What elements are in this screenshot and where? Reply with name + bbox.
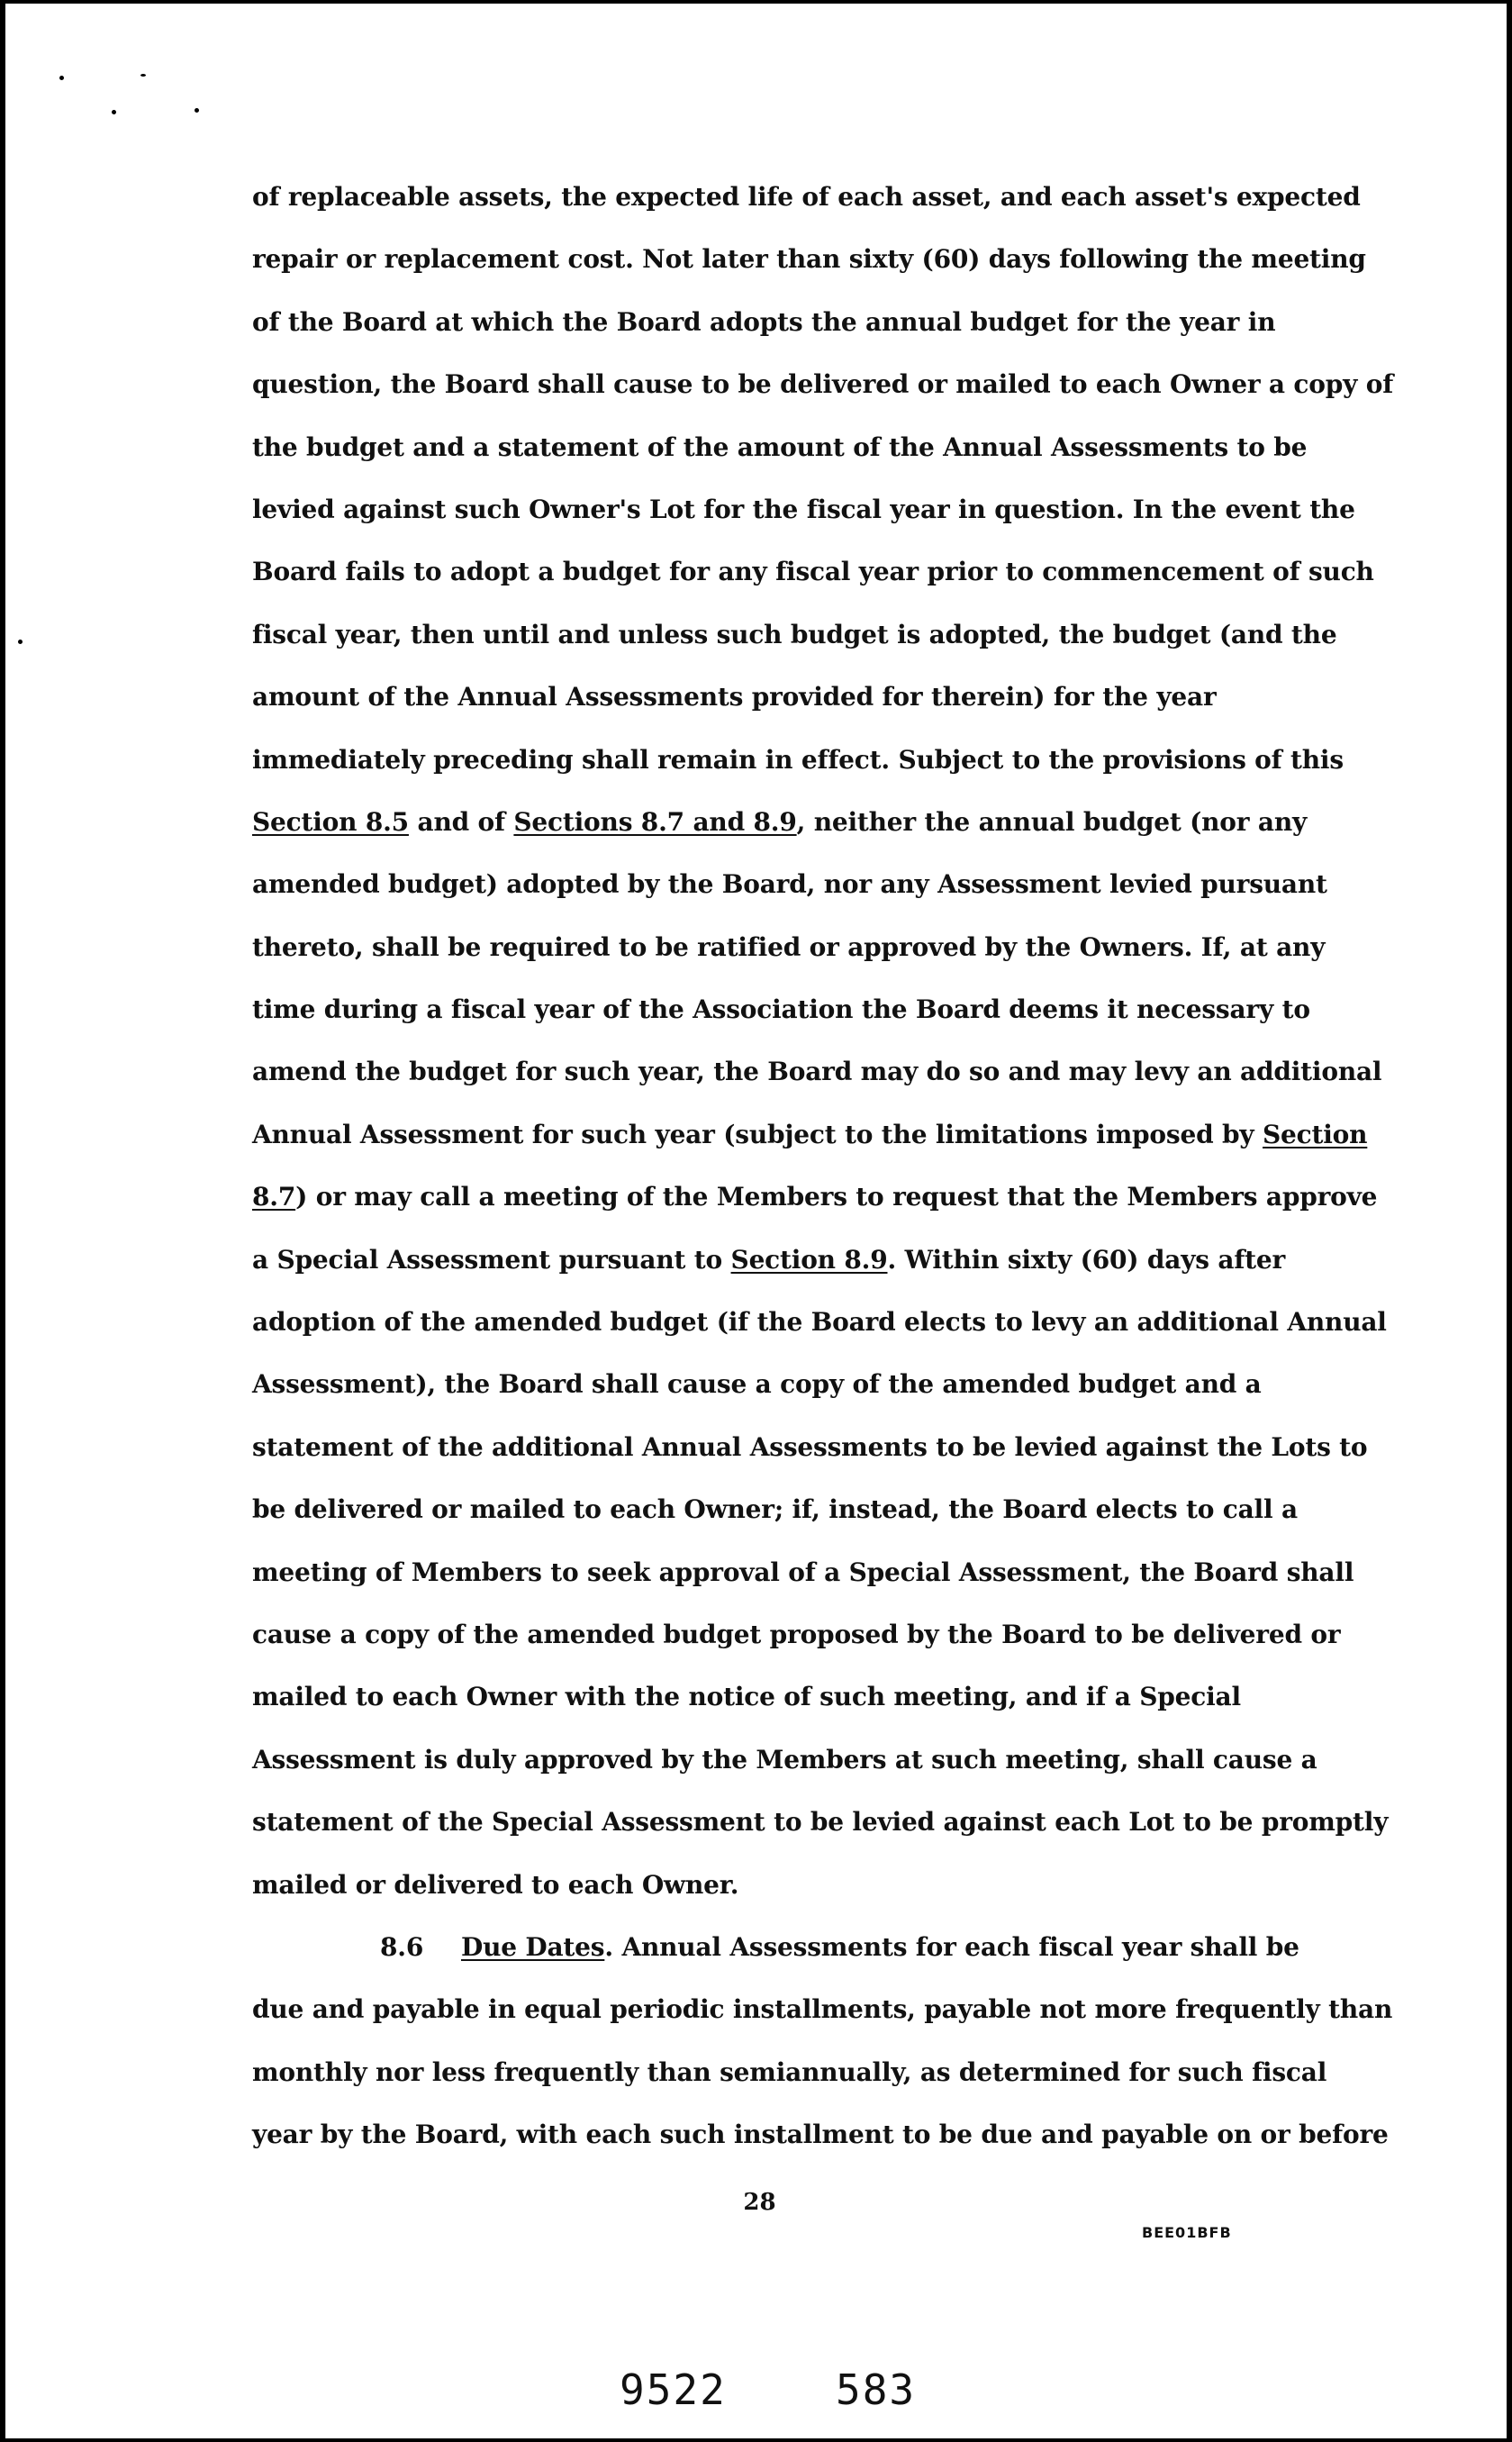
text-line: be delivered or mailed to each Owner; if, instead, the Board elects to call a <box>252 1494 1298 1525</box>
text-line: statement of the Special Assessment to be levied against each Lot to be promptly <box>252 1807 1389 1838</box>
text-fragment: . Within sixty (60) days after <box>887 1244 1286 1275</box>
text-line: repair or replacement cost. Not later than sixty (60) days following the meeting <box>252 244 1366 275</box>
scan-speck <box>18 640 23 644</box>
text-line: year by the Board, with each such installment to be due and payable on or before <box>252 2120 1389 2150</box>
text-line <box>252 1103 1368 1166</box>
text-fragment: . Annual Assessments for each fiscal year shall be <box>604 1931 1299 1962</box>
text-fragment: Annual Assessment for such year (subject to the limitations imposed by <box>252 1119 1263 1149</box>
text-line: thereto, shall be required to be ratified or approved by the Owners. If, at any <box>252 931 1326 962</box>
section-reference: Section 8.9 <box>730 1244 888 1275</box>
text-fragment: , neither the annual budget (nor any <box>796 806 1308 837</box>
scan-speck <box>140 74 146 77</box>
text-line <box>252 1166 1378 1228</box>
text-fragment: and of <box>408 806 514 837</box>
text-line: immediately preceding shall remain in effect. Subject to the provisions of this <box>252 744 1344 775</box>
text-line: of replaceable assets, the expected life of each asset, and each asset's expected <box>252 182 1361 212</box>
section-reference: Section <box>1263 1119 1368 1149</box>
section-heading-line <box>252 1916 1299 1978</box>
text-line: amount of the Annual Assessments provided for therein) for the year <box>252 682 1217 713</box>
section-heading: Due Dates <box>461 1931 605 1962</box>
text-line: due and payable in equal periodic installments, payable not more frequently than <box>252 1994 1393 2025</box>
scan-speck <box>112 110 116 114</box>
text-line: mailed to each Owner with the notice of such meeting, and if a Special <box>252 1682 1241 1712</box>
text-line: amended budget) adopted by the Board, nor any Assessment levied pursuant <box>252 869 1327 900</box>
text-line: Assessment is duly approved by the Members at such meeting, shall cause a <box>252 1744 1317 1775</box>
text-line: Board fails to adopt a budget for any fiscal year prior to commencement of such <box>252 557 1374 587</box>
section-number: 8.6 <box>380 1931 424 1962</box>
text-line: adoption of the amended budget (if the Board elects to levy an additional Annual <box>252 1307 1387 1338</box>
text-line <box>252 1229 1286 1291</box>
text-line: amend the budget for such year, the Board may do so and may levy an additional <box>252 1057 1382 1087</box>
text-fragment: ) or may call a meeting of the Members to request that the Members approve <box>295 1182 1378 1212</box>
recording-page-number: 583 <box>836 2365 917 2414</box>
text-line: fiscal year, then until and unless such budget is adopted, the budget (and the <box>252 619 1337 649</box>
section-reference: Section 8.5 <box>252 806 409 837</box>
text-line: meeting of Members to seek approval of a Special Assessment, the Board shall <box>252 1557 1354 1587</box>
page-number <box>0 2189 1512 2216</box>
section-reference: Sections 8.7 and 8.9 <box>513 806 797 837</box>
text-line: of the Board at which the Board adopts the annual budget for the year in <box>252 306 1276 337</box>
section-reference: 8.7 <box>252 1182 296 1212</box>
text-line: mailed or delivered to each Owner. <box>252 1869 739 1900</box>
text-line <box>252 791 1308 853</box>
text-line: question, the Board shall cause to be delivered or mailed to each Owner a copy of <box>252 369 1394 400</box>
text-fragment: a Special Assessment pursuant to <box>252 1244 731 1275</box>
text-line: the budget and a statement of the amount of the Annual Assessments to be <box>252 431 1308 462</box>
document-body <box>252 166 1394 2166</box>
text-line: statement of the additional Annual Assessments to be levied against the Lots to <box>252 1431 1368 1462</box>
document-code: BEE01BFB <box>1142 2224 1232 2241</box>
scan-speck <box>195 108 199 113</box>
scan-speck <box>59 76 64 80</box>
text-line: Assessment), the Board shall cause a copy of the amended budget and a <box>252 1369 1262 1400</box>
text-line: time during a fiscal year of the Association the Board deems it necessary to <box>252 994 1310 1025</box>
text-line: levied against such Owner's Lot for the fiscal year in question. In the event the <box>252 494 1355 524</box>
recording-book-number: 9522 <box>620 2365 727 2414</box>
page-number-text: 28 <box>743 2189 776 2216</box>
text-line: monthly nor less frequently than semiannually, as determined for such fiscal <box>252 2056 1327 2087</box>
text-line: cause a copy of the amended budget proposed by the Board to be delivered or <box>252 1619 1341 1649</box>
